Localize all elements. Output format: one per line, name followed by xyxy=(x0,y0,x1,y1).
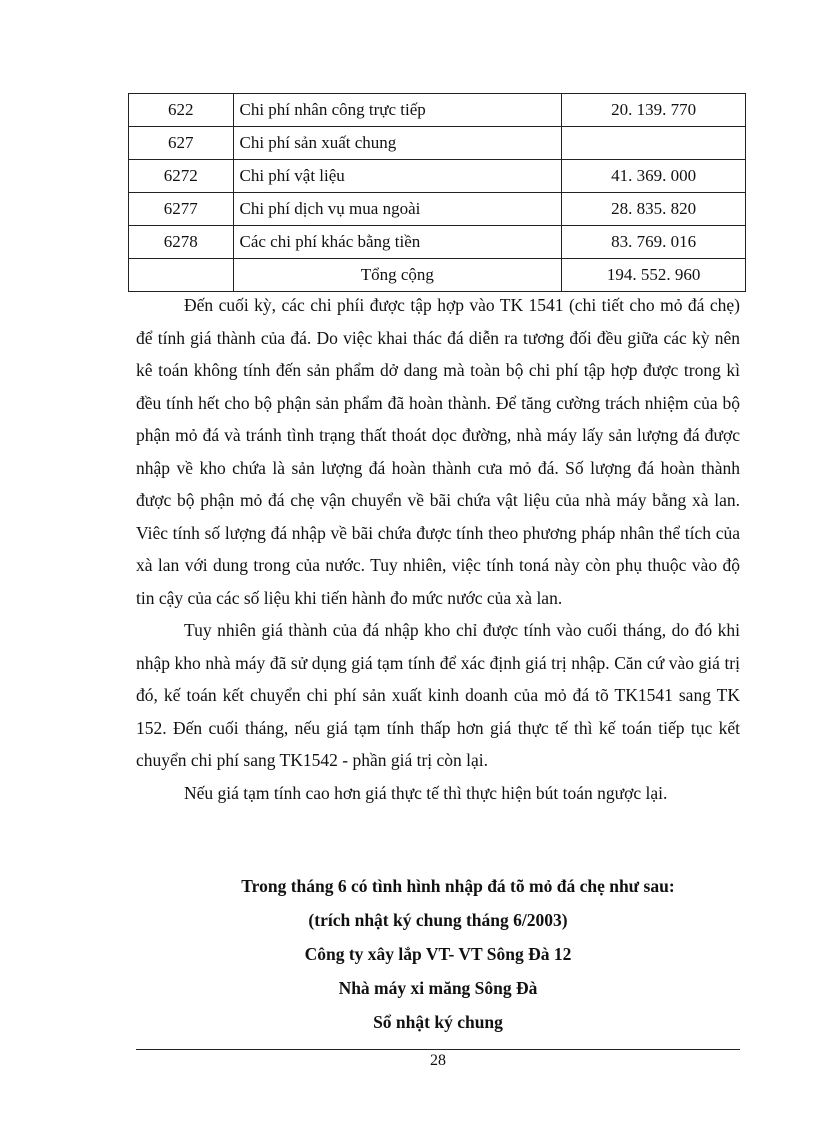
table-total-row xyxy=(129,259,746,292)
paragraph: Tuy nhiên giá thành của đá nhập kho chỉ được tính vào cuối tháng, do đó khi nhập kho nhà máy đã sử dụng giá tạm tính để xác định giá trị nhập. Căn cứ vào giá trị đó, kế toán kết chuyển chi phí sản xuất kinh doanh của mỏ đá tõ TK1541 sang TK 152. Đến cuối tháng, nếu giá tạm tính thấp hơn giá thực tế thì kế toán tiếp tục kết chuyển chi phí sang TK1542 - phần giá trị còn lại. xyxy=(136,620,740,770)
account-code: 6277 xyxy=(129,193,234,226)
heading-line: Nhà máy xi măng Sông Đà xyxy=(338,978,538,998)
account-amount: 28. 835. 820 xyxy=(562,193,746,226)
account-code: 6278 xyxy=(129,226,234,259)
total-amount: 194. 552. 960 xyxy=(562,259,746,292)
account-amount: 41. 369. 000 xyxy=(562,160,746,193)
total-label: Tổng cộng xyxy=(233,259,562,292)
account-name: Chi phí dịch vụ mua ngoài xyxy=(233,193,562,226)
account-code: 627 xyxy=(129,127,234,160)
table-row xyxy=(129,226,746,259)
footer-divider xyxy=(136,1049,740,1050)
account-name: Chi phí sản xuất chung xyxy=(233,127,562,160)
table-row xyxy=(129,94,746,127)
cost-table xyxy=(128,93,746,292)
heading-line: Công ty xây lắp VT- VT Sông Đà 12 xyxy=(304,944,572,964)
paragraph: Đến cuối kỳ, các chi phíi được tập hợp vào TK 1541 (chi tiết cho mỏ đá chẹ) để tính giá thành của đá. Do việc khai thác đá diễn ra tương đối đều giữa các kỳ nên kê toán không tính đến sản phẩm dở dang mà toàn bộ chi phí tập hợp được trong kì đều tính hết cho bộ phận sản phẩm đã hoàn thành. Để tăng cường trách nhiệm của bộ phận mỏ đá và tránh tình trạng thất thoát dọc đường, nhà máy lấy sản lượng đá được nhập về kho chứa là sản lượng đá hoàn thành cưa mỏ đá. Số lượng đá hoàn thành được bộ phận mỏ đá chẹ vận chuyển về bãi chứa vật liệu của nhà máy bằng xà lan. Viêc tính số lượng đá nhập về bãi chứa được tính theo phương pháp nhân thể tích của xà lan với dung trong của nước. Tuy nhiên, việc tính toná này còn phụ thuộc vào độ tin cậy của các số liệu khi tiến hành đo mức nước của xà lan. xyxy=(136,295,740,608)
account-code: 622 xyxy=(129,94,234,127)
account-code: 6272 xyxy=(129,160,234,193)
heading-line: Trong tháng 6 có tình hình nhập đá tõ mỏ đá chẹ như sau: xyxy=(241,876,675,896)
account-name: Các chi phí khác bằng tiền xyxy=(233,226,562,259)
heading-line: Sổ nhật ký chung xyxy=(373,1012,503,1032)
account-amount: 20. 139. 770 xyxy=(562,94,746,127)
account-amount: 83. 769. 016 xyxy=(562,226,746,259)
account-amount xyxy=(562,127,746,160)
heading-line: (trích nhật ký chung tháng 6/2003) xyxy=(308,910,568,930)
page-number: 28 xyxy=(430,1052,446,1069)
account-name: Chi phí vật liệu xyxy=(233,160,562,193)
section-heading xyxy=(136,869,740,1039)
body-text xyxy=(136,289,740,809)
table-row xyxy=(129,127,746,160)
account-name: Chi phí nhân công trực tiếp xyxy=(233,94,562,127)
total-code-cell xyxy=(129,259,234,292)
table-row xyxy=(129,193,746,226)
table-row xyxy=(129,160,746,193)
paragraph: Nếu giá tạm tính cao hơn giá thực tế thì thực hiện bút toán ngược lại. xyxy=(184,782,668,803)
